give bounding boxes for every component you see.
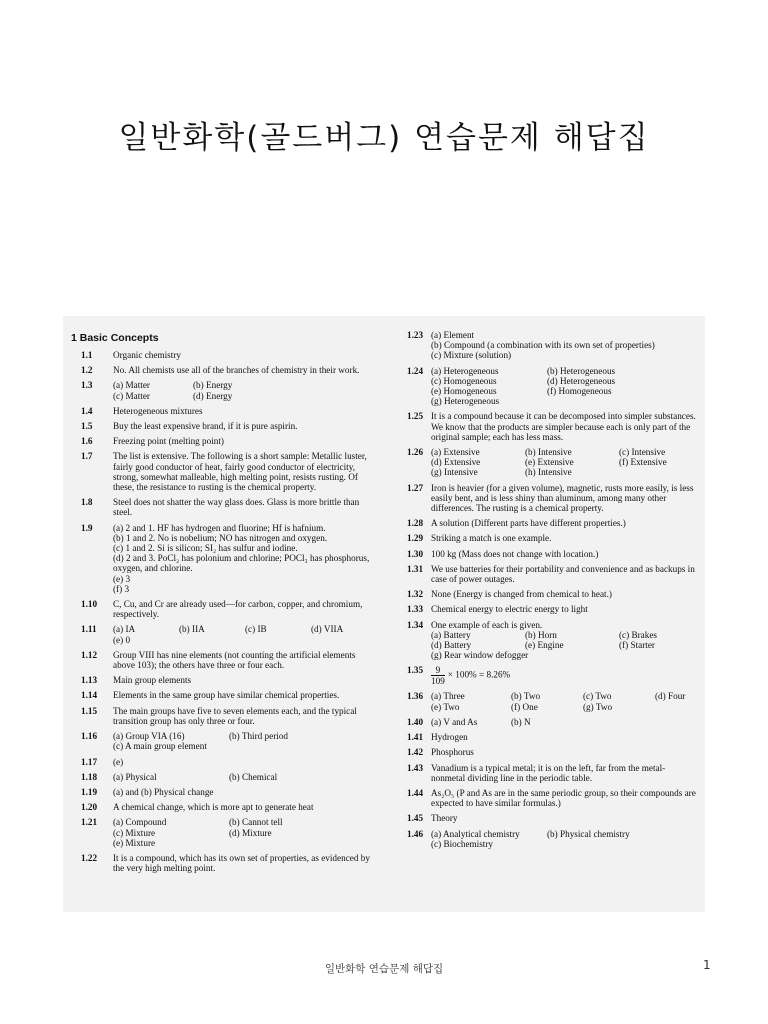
answer-item xyxy=(71,365,371,375)
answer-grid xyxy=(113,624,371,644)
answer-cell: (c) Mixture xyxy=(113,827,156,838)
answer-number: 1.3 xyxy=(81,380,93,391)
answer-number: 1.13 xyxy=(81,675,98,686)
answer-number: 1.18 xyxy=(81,771,98,782)
answer-cell xyxy=(311,635,371,645)
answer-text: Vanadium is a typical metal; it is on the left, far from the metal-nonmetal dividing line in the periodic table. xyxy=(431,762,666,783)
answer-cell: (e) Two xyxy=(431,701,460,712)
fraction-denominator: 109 xyxy=(431,676,445,687)
answer-text: Phosphorus xyxy=(431,747,474,758)
answer-cell: (a) Physical xyxy=(113,771,157,782)
answer-cell xyxy=(655,702,699,712)
answer-cell: (e) Engine xyxy=(525,640,564,651)
answer-number: 1.27 xyxy=(407,482,424,493)
answer-item xyxy=(407,483,699,514)
answer-cell: (a) Three xyxy=(431,691,465,702)
answer-number: 1.40 xyxy=(407,716,424,727)
answer-item xyxy=(407,549,699,559)
answer-item xyxy=(71,599,371,619)
answer-text: Theory xyxy=(431,813,458,824)
answer-grid xyxy=(431,630,699,661)
answer-item xyxy=(71,421,371,431)
answer-cell: (g) Intensive xyxy=(431,467,478,478)
answer-text: Organic chemistry xyxy=(113,350,181,360)
answer-page-scan xyxy=(63,316,705,912)
answer-number: 1.43 xyxy=(407,762,424,773)
answer-item xyxy=(71,380,371,400)
answer-number: 1.26 xyxy=(407,447,424,458)
answer-cell: (f) Extensive xyxy=(619,457,667,468)
answer-cell: (h) Intensive xyxy=(525,467,572,478)
answer-text: The main groups have five to seven elements each, and the typical transition group has only three or four. xyxy=(113,705,357,726)
answer-number: 1.46 xyxy=(407,828,424,839)
answer-cell: (c) Intensive xyxy=(619,447,666,458)
answer-item xyxy=(71,817,371,848)
answer-number: 1.5 xyxy=(81,421,93,432)
answer-cell: (g) Heterogeneous xyxy=(431,396,500,407)
answer-cell: (a) V and As xyxy=(431,716,478,727)
answer-cell: (d) Extensive xyxy=(431,457,481,468)
answer-item xyxy=(71,451,371,492)
answer-text: One example of each is given. xyxy=(431,619,543,630)
answer-item xyxy=(407,717,699,727)
answer-line: (e) 3 xyxy=(113,573,131,584)
answer-cell xyxy=(547,396,699,406)
answer-item xyxy=(71,436,371,446)
answer-cell: (d) Heterogeneous xyxy=(547,375,616,386)
answer-item xyxy=(407,788,699,808)
answer-number: 1.32 xyxy=(407,589,424,600)
answer-text: Elements in the same group have similar chemical properties. xyxy=(113,690,340,701)
answer-number: 1.9 xyxy=(81,522,93,533)
answer-cell xyxy=(547,839,699,849)
answer-grid xyxy=(431,717,699,727)
answer-cell: (e) 0 xyxy=(113,634,131,645)
answer-item xyxy=(71,772,371,782)
answer-text: Hydrogen xyxy=(431,732,468,743)
answer-cell: (d) Mixture xyxy=(229,827,272,838)
answer-cell: (b) IIA xyxy=(179,624,205,635)
answer-grid xyxy=(431,366,699,407)
answer-grid xyxy=(431,447,699,478)
answer-number: 1.16 xyxy=(81,731,98,742)
answer-number: 1.23 xyxy=(407,330,424,340)
answer-text: Steel does not shatter the way glass does. Glass is more brittle than steel. xyxy=(113,497,360,518)
answer-grid xyxy=(113,731,371,751)
answer-number: 1.36 xyxy=(407,691,424,702)
page-footer: 일반화학 연습문제 해답집 xyxy=(324,963,444,975)
answer-item xyxy=(407,330,699,361)
answer-line: (b) Compound (a combination with its own set of properties) xyxy=(431,340,655,351)
answer-text: As₂O₅ (P and As are in the same periodic group, so their compounds are expected to have similar formulas.) xyxy=(431,787,696,809)
answer-number: 1.20 xyxy=(81,802,98,813)
answer-item xyxy=(407,604,699,614)
answer-text: (e) xyxy=(113,756,124,767)
answer-item xyxy=(407,829,699,849)
answer-item xyxy=(407,665,699,686)
answer-cell: (f) One xyxy=(511,701,538,712)
answer-number: 1.25 xyxy=(407,411,424,422)
answer-number: 1.45 xyxy=(407,813,424,824)
answer-number: 1.7 xyxy=(81,451,93,462)
answer-cell: (d) Four xyxy=(655,691,686,702)
answer-text: A solution (Different parts have different properties.) xyxy=(431,518,626,529)
answer-number: 1.34 xyxy=(407,619,424,630)
answer-line: (d) 2 and 3. PoCl₂ has polonium and chlorine; POCl₃ has phosphorus, oxygen, and chlorine. xyxy=(113,553,370,574)
answer-item xyxy=(71,690,371,700)
answer-item xyxy=(71,757,371,767)
answer-text: 100 kg (Mass does not change with location.) xyxy=(431,548,599,559)
answer-cell: (c) Homogeneous xyxy=(431,375,497,386)
page-number: 1 xyxy=(703,958,711,972)
answer-cell xyxy=(179,635,239,645)
answer-cell xyxy=(619,467,699,477)
answer-number: 1.10 xyxy=(81,599,98,610)
answer-cell: (e) Extensive xyxy=(525,457,574,468)
answer-grid xyxy=(431,691,699,711)
answer-cell: (b) Two xyxy=(511,691,541,702)
answer-number: 1.42 xyxy=(407,747,424,758)
answer-item xyxy=(407,366,699,407)
answer-text: No. All chemists use all of the branches of chemistry in their work. xyxy=(113,365,360,376)
section-heading: 1 Basic Concepts xyxy=(71,332,159,344)
answer-number: 1.8 xyxy=(81,497,93,508)
answer-item xyxy=(71,650,371,670)
answer-grid xyxy=(431,829,699,849)
answer-number: 1.2 xyxy=(81,365,93,376)
answer-cell: (c) Biochemistry xyxy=(431,838,493,849)
answer-item xyxy=(71,675,371,685)
fraction-result: × 100% = 8.26% xyxy=(447,670,511,681)
answer-number: 1.24 xyxy=(407,365,424,376)
answer-item xyxy=(71,624,371,644)
answer-text: Freezing point (melting point) xyxy=(113,436,224,447)
answer-cell: (c) Brakes xyxy=(619,629,658,640)
answer-cell: (c) IB xyxy=(245,624,267,635)
answer-grid xyxy=(113,817,371,848)
answer-grid xyxy=(113,772,371,782)
answer-cell: (g) Rear window defogger xyxy=(431,650,529,661)
answer-cell: (d) VIIA xyxy=(311,624,344,635)
answer-number: 1.1 xyxy=(81,350,93,360)
fraction-numerator: 9 xyxy=(431,665,445,676)
answer-line: (a) 2 and 1. HF has hydrogen and fluorine; Hf is hafnium. xyxy=(113,522,326,533)
answer-item xyxy=(407,691,699,711)
right-column xyxy=(407,330,699,854)
answer-cell: (c) A main group element xyxy=(113,741,207,752)
answer-cell: (e) Homogeneous xyxy=(431,386,497,397)
answer-item xyxy=(407,589,699,599)
answer-item xyxy=(71,523,371,594)
answer-number: 1.6 xyxy=(81,436,93,447)
answer-text: It is a compound because it can be decomposed into simpler substances. We know that the products are simpler because each is only part of the original sample; each has less mass. xyxy=(431,411,696,442)
answer-number: 1.22 xyxy=(81,852,98,863)
left-column xyxy=(71,332,371,878)
answer-cell: (a) IA xyxy=(113,624,136,635)
answer-line: (c) 1 and 2. Si is silicon; SI₂ has sulfur and iodine. xyxy=(113,543,298,554)
answer-cell: (a) Matter xyxy=(113,380,150,391)
answer-text: Group VIII has nine elements (not counting the artificial elements above 103); the others have three or four each. xyxy=(113,649,356,671)
answer-text: The list is extensive. The following is a short sample: Metallic luster, fairly good conductor of heat, fairly good conductor of electricity, strong, somewhat malleable, high melting point, resists rusting. Of these, the resistance to rusting is the chemical property. xyxy=(113,451,367,493)
answer-item xyxy=(71,787,371,797)
answer-cell xyxy=(525,650,613,660)
answer-cell: (a) Group VIA (16) xyxy=(113,731,185,742)
answer-grid xyxy=(113,380,371,400)
answer-item xyxy=(71,802,371,812)
answer-item xyxy=(407,813,699,823)
answer-cell: (d) Energy xyxy=(193,390,233,401)
answer-line: (f) 3 xyxy=(113,583,130,594)
answer-cell: (a) Compound xyxy=(113,817,167,828)
answer-text: Main group elements xyxy=(113,675,192,686)
answer-cell xyxy=(245,635,305,645)
answer-cell: (a) Battery xyxy=(431,629,471,640)
answer-text: We use batteries for their portability and convenience and as backups in case of power outages. xyxy=(431,563,695,585)
answer-cell: (b) Physical chemistry xyxy=(547,828,630,839)
answer-cell: (b) Intensive xyxy=(525,447,572,458)
answer-number: 1.12 xyxy=(81,649,98,660)
answer-cell: (d) Battery xyxy=(431,640,472,651)
answer-cell: (a) Heterogeneous xyxy=(431,365,499,376)
answer-text: Iron is heavier (for a given volume), magnetic, rusts more easily, is less easily bent, and is less shiny than aluminum, among many other differences. The rusting is a chemical property. xyxy=(431,482,694,514)
answer-cell: (a) Analytical chemistry xyxy=(431,828,520,839)
answer-item xyxy=(407,447,699,478)
answer-text: C, Cu, and Cr are already used—for carbon, copper, and chromium, respectively. xyxy=(113,599,363,620)
answer-number: 1.31 xyxy=(407,563,424,574)
answer-number: 1.15 xyxy=(81,705,98,716)
answer-number: 1.29 xyxy=(407,533,424,544)
answer-number: 1.30 xyxy=(407,548,424,559)
answer-number: 1.17 xyxy=(81,756,98,767)
answer-number: 1.11 xyxy=(81,624,97,635)
answer-item xyxy=(407,732,699,742)
answer-cell xyxy=(229,741,371,751)
answer-item xyxy=(407,411,699,442)
answer-item xyxy=(407,763,699,783)
answer-number: 1.35 xyxy=(407,665,424,676)
answer-cell: (b) Cannot tell xyxy=(229,817,283,828)
answer-number: 1.4 xyxy=(81,405,93,416)
answer-cell: (b) Energy xyxy=(193,380,233,391)
answer-text: Heterogeneous mixtures xyxy=(113,405,203,416)
answer-cell: (c) Two xyxy=(583,691,612,702)
answer-line: (a) Element xyxy=(431,330,475,340)
page-title: 일반화학(골드버그) 연습문제 해답집 xyxy=(118,120,650,156)
answer-item xyxy=(407,533,699,543)
answer-cell xyxy=(619,650,699,660)
answer-number: 1.28 xyxy=(407,518,424,529)
answer-item xyxy=(407,564,699,584)
answer-cell: (e) Mixture xyxy=(113,837,156,848)
answer-item xyxy=(71,497,371,517)
answer-item xyxy=(71,350,371,360)
answer-number: 1.41 xyxy=(407,732,424,743)
fraction xyxy=(431,665,445,686)
answer-text: Buy the least expensive brand, if it is pure aspirin. xyxy=(113,421,298,432)
answer-cell: (b) Third period xyxy=(229,731,289,742)
answer-cell: (b) N xyxy=(511,716,531,727)
answer-item xyxy=(71,853,371,873)
answer-cell: (f) Starter xyxy=(619,640,655,651)
answer-cell: (b) Chemical xyxy=(229,771,278,782)
answer-text: None (Energy is changed from chemical to heat.) xyxy=(431,589,612,600)
answer-cell: (b) Heterogeneous xyxy=(547,365,616,376)
answer-item xyxy=(407,747,699,757)
answer-text: Striking a match is one example. xyxy=(431,533,552,544)
answer-item xyxy=(71,406,371,416)
answer-number: 1.21 xyxy=(81,817,98,828)
answer-text: (a) and (b) Physical change xyxy=(113,786,214,797)
answer-cell: (a) Extensive xyxy=(431,447,480,458)
answer-number: 1.19 xyxy=(81,786,98,797)
answer-item xyxy=(71,731,371,751)
answer-cell: (g) Two xyxy=(583,701,613,712)
answer-cell: (b) Horn xyxy=(525,629,557,640)
answer-cell xyxy=(229,838,371,848)
answer-text: A chemical change, which is more apt to generate heat xyxy=(113,802,314,813)
answer-text: It is a compound, which has its own set of properties, as evidenced by the very high melting point. xyxy=(113,852,370,874)
answer-number: 1.44 xyxy=(407,787,424,798)
answer-cell: (f) Homogeneous xyxy=(547,386,612,397)
answer-cell: (c) Matter xyxy=(113,390,150,401)
answer-line: (b) 1 and 2. No is nobelium; NO has nitrogen and oxygen. xyxy=(113,532,328,543)
answer-text: Chemical energy to electric energy to light xyxy=(431,604,588,615)
answer-number: 1.14 xyxy=(81,690,98,701)
answer-item xyxy=(71,706,371,726)
answer-item xyxy=(407,518,699,528)
answer-number: 1.33 xyxy=(407,604,424,615)
answer-item xyxy=(407,620,699,661)
answer-line: (c) Mixture (solution) xyxy=(431,350,512,361)
